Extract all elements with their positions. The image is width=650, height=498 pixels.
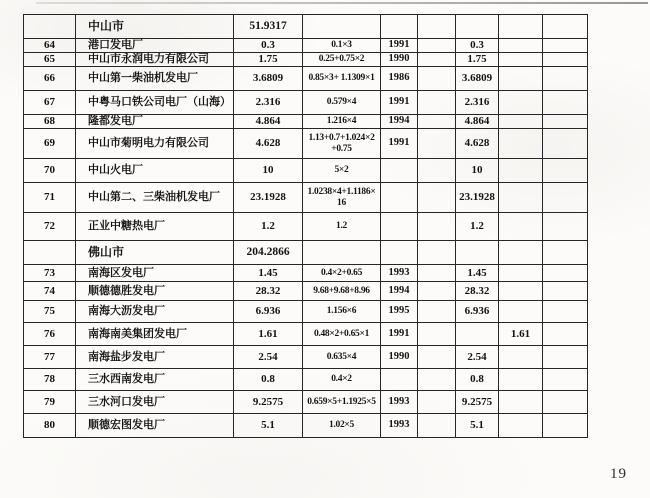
cell-blank — [418, 391, 456, 414]
plant-row — [24, 129, 588, 159]
cell-capacity: 51.9317 — [234, 15, 303, 39]
cell-capacity-repeat: 1.2 — [456, 213, 499, 241]
cell-year — [381, 369, 418, 391]
cell-offset-value — [499, 39, 543, 53]
cell-row-number: 76 — [24, 323, 76, 346]
cell-unit-breakdown: 0.579×4 — [303, 91, 381, 115]
cell-row-number: 79 — [24, 391, 76, 414]
cell-plant-name: 三水西南发电厂 — [76, 369, 234, 391]
cell-capacity-repeat: 6.936 — [456, 301, 499, 323]
cell-row-number: 65 — [24, 53, 76, 67]
cell-year: 1991 — [381, 129, 418, 159]
page-number: 19 — [610, 466, 627, 482]
cell-year: 1991 — [381, 39, 418, 53]
plant-row — [24, 369, 588, 391]
cell-blank — [418, 67, 456, 91]
cell-plant-name: 正业中糖热电厂 — [76, 213, 234, 241]
cell-year — [381, 15, 418, 39]
cell-capacity-repeat: 3.6809 — [456, 67, 499, 91]
power-plant-table — [23, 14, 588, 438]
cell-blank — [418, 159, 456, 183]
plant-row — [24, 91, 588, 115]
cell-trailing-blank — [543, 53, 588, 67]
cell-year: 1986 — [381, 67, 418, 91]
cell-capacity-repeat: 2.316 — [456, 91, 499, 115]
cell-unit-breakdown: 1.13+0.7+1.024×2 +0.75 — [303, 129, 381, 159]
cell-capacity: 6.936 — [234, 301, 303, 323]
cell-blank — [418, 115, 456, 129]
cell-row-number — [24, 15, 76, 39]
cell-capacity-repeat: 28.32 — [456, 282, 499, 301]
cell-capacity: 10 — [234, 159, 303, 183]
cell-trailing-blank — [543, 15, 588, 39]
cell-offset-value — [499, 67, 543, 91]
cell-year: 1990 — [381, 346, 418, 369]
cell-plant-name: 佛山市 — [76, 241, 234, 265]
plant-row — [24, 282, 588, 301]
cell-unit-breakdown: 1.02×5 — [303, 414, 381, 438]
cell-capacity: 2.54 — [234, 346, 303, 369]
cell-unit-breakdown: 0.659×5+1.1925×5 — [303, 391, 381, 414]
cell-blank — [418, 129, 456, 159]
plant-row — [24, 301, 588, 323]
cell-unit-breakdown: 0.1×3 — [303, 39, 381, 53]
cell-capacity: 204.2866 — [234, 241, 303, 265]
scan-artifact-line — [36, 2, 648, 4]
cell-plant-name: 中山市永润电力有限公司 — [76, 53, 234, 67]
cell-unit-breakdown: 1.216×4 — [303, 115, 381, 129]
cell-year: 1993 — [381, 265, 418, 282]
cell-year — [381, 241, 418, 265]
cell-blank — [418, 39, 456, 53]
cell-capacity: 1.75 — [234, 53, 303, 67]
cell-row-number: 66 — [24, 67, 76, 91]
cell-unit-breakdown: 0.85×3+ 1.1309×1 — [303, 67, 381, 91]
plant-row — [24, 53, 588, 67]
cell-plant-name: 南海区发电厂 — [76, 265, 234, 282]
cell-capacity-repeat: 9.2575 — [456, 391, 499, 414]
cell-offset-value: 1.61 — [499, 323, 543, 346]
cell-blank — [418, 91, 456, 115]
cell-offset-value — [499, 183, 543, 213]
cell-trailing-blank — [543, 282, 588, 301]
cell-plant-name: 中山第一柴油机发电厂 — [76, 67, 234, 91]
cell-capacity: 0.3 — [234, 39, 303, 53]
plant-row — [24, 414, 588, 438]
cell-capacity: 0.8 — [234, 369, 303, 391]
cell-offset-value — [499, 115, 543, 129]
cell-plant-name: 中山火电厂 — [76, 159, 234, 183]
cell-offset-value — [499, 53, 543, 67]
cell-plant-name: 南海大沥发电厂 — [76, 301, 234, 323]
cell-capacity-repeat — [456, 241, 499, 265]
cell-offset-value — [499, 159, 543, 183]
cell-trailing-blank — [543, 91, 588, 115]
cell-row-number: 73 — [24, 265, 76, 282]
city-summary-row — [24, 15, 588, 39]
cell-capacity: 28.32 — [234, 282, 303, 301]
cell-row-number: 74 — [24, 282, 76, 301]
plant-row — [24, 323, 588, 346]
cell-capacity: 3.6809 — [234, 67, 303, 91]
cell-trailing-blank — [543, 414, 588, 438]
cell-unit-breakdown: 0.4×2 — [303, 369, 381, 391]
cell-trailing-blank — [543, 129, 588, 159]
cell-row-number: 64 — [24, 39, 76, 53]
cell-trailing-blank — [543, 346, 588, 369]
cell-capacity: 23.1928 — [234, 183, 303, 213]
cell-blank — [418, 369, 456, 391]
cell-capacity-repeat: 10 — [456, 159, 499, 183]
cell-capacity: 9.2575 — [234, 391, 303, 414]
cell-plant-name: 中山市 — [76, 15, 234, 39]
cell-unit-breakdown: 1.0238×4+1.1186× 16 — [303, 183, 381, 213]
cell-plant-name: 顺德德胜发电厂 — [76, 282, 234, 301]
cell-blank — [418, 183, 456, 213]
cell-blank — [418, 323, 456, 346]
cell-row-number: 80 — [24, 414, 76, 438]
cell-trailing-blank — [543, 265, 588, 282]
cell-row-number: 72 — [24, 213, 76, 241]
cell-offset-value — [499, 15, 543, 39]
cell-blank — [418, 53, 456, 67]
cell-unit-breakdown — [303, 241, 381, 265]
cell-row-number: 78 — [24, 369, 76, 391]
plant-row — [24, 213, 588, 241]
cell-trailing-blank — [543, 323, 588, 346]
cell-year — [381, 159, 418, 183]
cell-year: 1994 — [381, 282, 418, 301]
cell-capacity-repeat: 5.1 — [456, 414, 499, 438]
cell-offset-value — [499, 265, 543, 282]
cell-trailing-blank — [543, 159, 588, 183]
cell-trailing-blank — [543, 301, 588, 323]
cell-capacity-repeat: 2.54 — [456, 346, 499, 369]
cell-capacity: 1.2 — [234, 213, 303, 241]
cell-offset-value — [499, 129, 543, 159]
plant-row — [24, 391, 588, 414]
cell-year: 1994 — [381, 115, 418, 129]
cell-blank — [418, 213, 456, 241]
cell-capacity: 1.61 — [234, 323, 303, 346]
cell-blank — [418, 241, 456, 265]
cell-year: 1993 — [381, 391, 418, 414]
cell-plant-name: 顺德宏图发电厂 — [76, 414, 234, 438]
cell-plant-name: 中山第二、三柴油机发电厂 — [76, 183, 234, 213]
cell-offset-value — [499, 91, 543, 115]
cell-plant-name: 隆都发电厂 — [76, 115, 234, 129]
cell-capacity-repeat: 0.3 — [456, 39, 499, 53]
city-summary-row — [24, 241, 588, 265]
cell-unit-breakdown: 0.25+0.75×2 — [303, 53, 381, 67]
cell-capacity-repeat: 23.1928 — [456, 183, 499, 213]
cell-unit-breakdown: 0.635×4 — [303, 346, 381, 369]
cell-capacity: 5.1 — [234, 414, 303, 438]
cell-row-number: 67 — [24, 91, 76, 115]
cell-plant-name: 三水河口发电厂 — [76, 391, 234, 414]
cell-unit-breakdown: 9.68+9.68+8.96 — [303, 282, 381, 301]
cell-offset-value — [499, 414, 543, 438]
plant-row — [24, 39, 588, 53]
cell-capacity-repeat: 1.45 — [456, 265, 499, 282]
cell-capacity-repeat: 4.864 — [456, 115, 499, 129]
cell-trailing-blank — [543, 67, 588, 91]
cell-row-number: 75 — [24, 301, 76, 323]
cell-offset-value — [499, 391, 543, 414]
cell-row-number: 70 — [24, 159, 76, 183]
cell-capacity: 4.864 — [234, 115, 303, 129]
cell-row-number — [24, 241, 76, 265]
cell-trailing-blank — [543, 241, 588, 265]
cell-offset-value — [499, 241, 543, 265]
cell-year: 1990 — [381, 53, 418, 67]
cell-row-number: 68 — [24, 115, 76, 129]
cell-trailing-blank — [543, 183, 588, 213]
cell-plant-name: 中粤马口铁公司电厂（山海） — [76, 91, 234, 115]
cell-trailing-blank — [543, 213, 588, 241]
cell-row-number: 69 — [24, 129, 76, 159]
cell-capacity-repeat: 4.628 — [456, 129, 499, 159]
cell-unit-breakdown — [303, 15, 381, 39]
cell-trailing-blank — [543, 369, 588, 391]
cell-year: 1993 — [381, 414, 418, 438]
cell-plant-name: 南海南美集团发电厂 — [76, 323, 234, 346]
cell-capacity-repeat: 1.75 — [456, 53, 499, 67]
cell-blank — [418, 301, 456, 323]
cell-capacity-repeat: 0.8 — [456, 369, 499, 391]
cell-plant-name: 中山市菊明电力有限公司 — [76, 129, 234, 159]
plant-row — [24, 67, 588, 91]
cell-capacity: 4.628 — [234, 129, 303, 159]
cell-unit-breakdown: 1.156×6 — [303, 301, 381, 323]
cell-capacity-repeat — [456, 323, 499, 346]
cell-trailing-blank — [543, 39, 588, 53]
cell-offset-value — [499, 346, 543, 369]
cell-offset-value — [499, 282, 543, 301]
cell-plant-name: 港口发电厂 — [76, 39, 234, 53]
cell-unit-breakdown: 1.2 — [303, 213, 381, 241]
cell-year — [381, 213, 418, 241]
cell-blank — [418, 282, 456, 301]
cell-year: 1991 — [381, 323, 418, 346]
cell-offset-value — [499, 369, 543, 391]
cell-blank — [418, 414, 456, 438]
cell-year: 1995 — [381, 301, 418, 323]
cell-row-number: 77 — [24, 346, 76, 369]
plant-row — [24, 265, 588, 282]
cell-blank — [418, 15, 456, 39]
plant-row — [24, 183, 588, 213]
cell-year — [381, 183, 418, 213]
cell-row-number: 71 — [24, 183, 76, 213]
cell-unit-breakdown: 5×2 — [303, 159, 381, 183]
cell-year: 1991 — [381, 91, 418, 115]
cell-offset-value — [499, 301, 543, 323]
cell-blank — [418, 346, 456, 369]
cell-unit-breakdown: 0.4×2+0.65 — [303, 265, 381, 282]
cell-offset-value — [499, 213, 543, 241]
cell-blank — [418, 265, 456, 282]
cell-capacity: 1.45 — [234, 265, 303, 282]
power-plant-table-body — [24, 15, 588, 438]
plant-row — [24, 115, 588, 129]
plant-row — [24, 346, 588, 369]
cell-trailing-blank — [543, 391, 588, 414]
cell-capacity-repeat — [456, 15, 499, 39]
cell-capacity: 2.316 — [234, 91, 303, 115]
plant-row — [24, 159, 588, 183]
cell-trailing-blank — [543, 115, 588, 129]
cell-plant-name: 南海盐步发电厂 — [76, 346, 234, 369]
cell-unit-breakdown: 0.48×2+0.65×1 — [303, 323, 381, 346]
